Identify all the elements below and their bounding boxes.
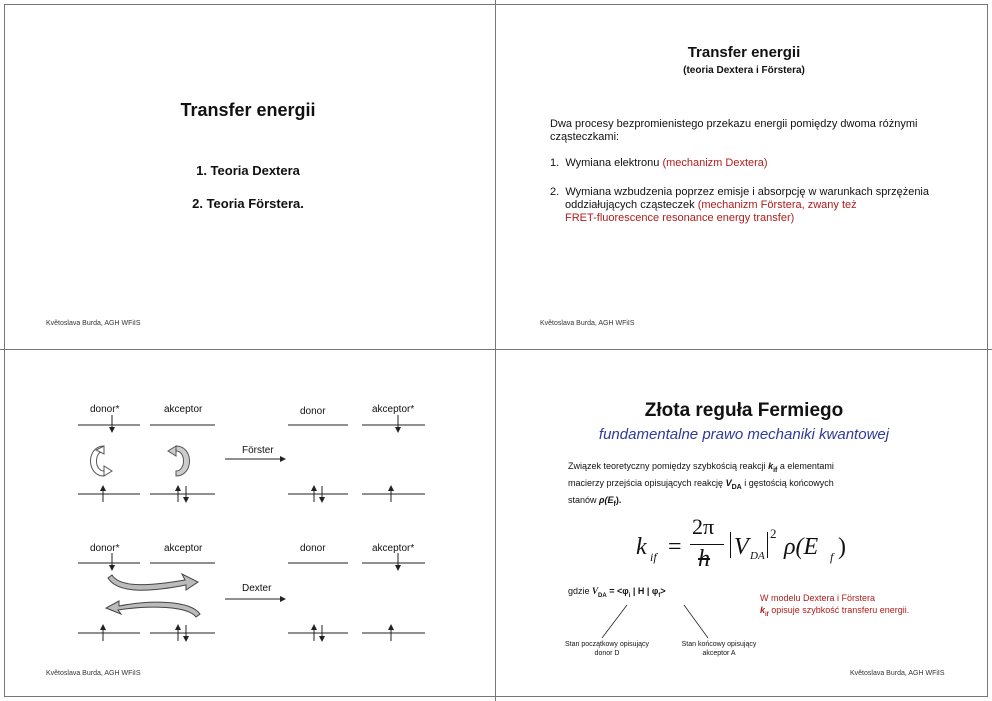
dexter-arrow-icon: [106, 574, 200, 617]
formula-k-sub: if: [650, 550, 657, 564]
formula-v-sub: DA: [750, 550, 765, 562]
note-k-sub: if: [765, 611, 769, 618]
slide-4-subtitle: fundamentalne prawo mechaniki kwantowej: [598, 426, 890, 443]
slide-2-item-2: [550, 186, 980, 225]
formula-k: k: [636, 534, 647, 560]
formula-equals: =: [668, 534, 682, 560]
slide-2-footer: Květoslava Burda, AGH WFiIS: [540, 320, 635, 327]
slide-2-title: Transfer energii: [687, 44, 801, 61]
gdzie-eq: = <φ: [609, 586, 629, 596]
body-k: k: [768, 461, 774, 471]
formula-rho: ρ(E: [784, 534, 819, 560]
formula-close: ): [838, 534, 846, 560]
label-akceptor-1: akceptor: [164, 404, 203, 415]
body-k-sub: if: [773, 466, 778, 474]
note-line-2: opisuje szybkość transferu energii.: [771, 605, 910, 615]
slide-2-subtitle: (teoria Dextera i Förstera): [683, 65, 805, 76]
item-2-line-1: Wymiana wzbudzenia poprzez emisje i absorpcję w warunkach sprzężenia: [565, 186, 929, 198]
item-2-line-3-red: FRET-fluorescence resonance energy transfer): [565, 212, 795, 224]
slide-2: [496, 0, 992, 350]
gdzie-f-sub: f: [658, 592, 661, 599]
label-donor-2: donor: [300, 543, 326, 554]
formula-denominator: h: [698, 546, 710, 572]
label-donor-1: donor: [300, 406, 326, 417]
item-2-number: 2.: [550, 186, 560, 198]
item-2-line-2-black: oddziałujących cząsteczek: [565, 199, 695, 211]
note-line-1: W modelu Dextera i Förstera: [760, 593, 876, 603]
slide-1-title: Transfer energii: [180, 100, 316, 120]
gdzie-h: | H | φ: [632, 586, 659, 596]
gdzie-text: gdzie: [568, 586, 590, 596]
formula-v: V: [734, 534, 749, 560]
slide-1-item-1: 1. Teoria Dextera: [196, 163, 300, 178]
item-2-line-2-red: (mechanizm Förstera, zwany też: [697, 199, 857, 211]
body-text: macierzy przejścia opisujących reakcję: [568, 477, 724, 488]
slide-4-title: Złota reguła Fermiego: [644, 400, 844, 421]
gdzie-close: >: [660, 586, 666, 596]
slide-2-item-1: [550, 157, 980, 170]
slide-1-footer: Květoslava Burda, AGH WFiIS: [46, 320, 141, 327]
label-forster: Förster: [242, 445, 274, 456]
label-donor-star-1: donor*: [90, 404, 120, 415]
slide-2-intro-line-1: Dwa procesy bezpromienistego przekazu energii pomiędzy dwoma różnymi: [550, 118, 918, 130]
formula-exponent: 2: [770, 526, 777, 541]
body-v: V: [725, 477, 732, 488]
pointer-line-final: [684, 605, 708, 638]
gdzie-v-sub: DA: [598, 592, 607, 599]
note-k: k: [760, 605, 766, 615]
body-text: a elementami: [779, 461, 834, 471]
slide-3-footer: Květoslava Burda, AGH WFiIS: [46, 670, 141, 677]
body-text: stanów: [568, 494, 597, 505]
body-text: ).: [615, 494, 622, 505]
item-1-number: 1.: [550, 157, 560, 169]
body-text: Związek teoretyczny pomiędzy szybkością reakcji: [568, 461, 766, 471]
state-2-line-2: akceptor A: [702, 650, 736, 657]
slide-2-intro: [550, 118, 980, 144]
label-donor-star-2: donor*: [90, 543, 120, 554]
curved-arrow-icon: [168, 446, 190, 476]
pointer-line-initial: [602, 605, 627, 638]
slide-1: [0, 0, 496, 350]
slide-2-intro-line-2: cząsteczkami:: [550, 131, 620, 143]
state-1-line-2: donor D: [594, 650, 620, 657]
label-akceptor-2: akceptor: [164, 543, 203, 554]
body-text: i gęstością końcowych: [744, 477, 834, 488]
body-rho-sub: f: [613, 500, 616, 508]
label-akceptor-star-1: akceptor*: [372, 404, 415, 415]
slide-1-item-2: 2. Teoria Förstera.: [192, 196, 304, 211]
energy-level-diagram: [0, 350, 496, 701]
state-1-line-1: Stan początkowy opisujący: [564, 641, 650, 648]
state-initial-caption: [552, 640, 662, 658]
slide-3: [0, 350, 496, 701]
state-final-caption: [664, 640, 774, 658]
item-1-red-text: (mechanizm Dextera): [662, 157, 768, 169]
slide-4: [496, 350, 992, 701]
state-2-line-1: Stan końcowy opisujący: [681, 641, 757, 648]
body-v-sub: DA: [731, 483, 742, 491]
item-1-text: Wymiana elektronu: [565, 157, 660, 169]
gdzie-i-sub: i: [628, 592, 631, 599]
slide-4-footer: Květoslava Burda, AGH WFiIS: [850, 670, 945, 677]
body-rho: ρ(E: [599, 494, 614, 505]
label-dexter: Dexter: [242, 583, 272, 594]
formula-numerator: 2π: [692, 514, 715, 539]
label-akceptor-star-2: akceptor*: [372, 543, 415, 554]
gdzie-v: V: [592, 586, 599, 596]
curved-arrow-icon: [91, 446, 113, 476]
formula-rho-sub: f: [830, 550, 834, 564]
